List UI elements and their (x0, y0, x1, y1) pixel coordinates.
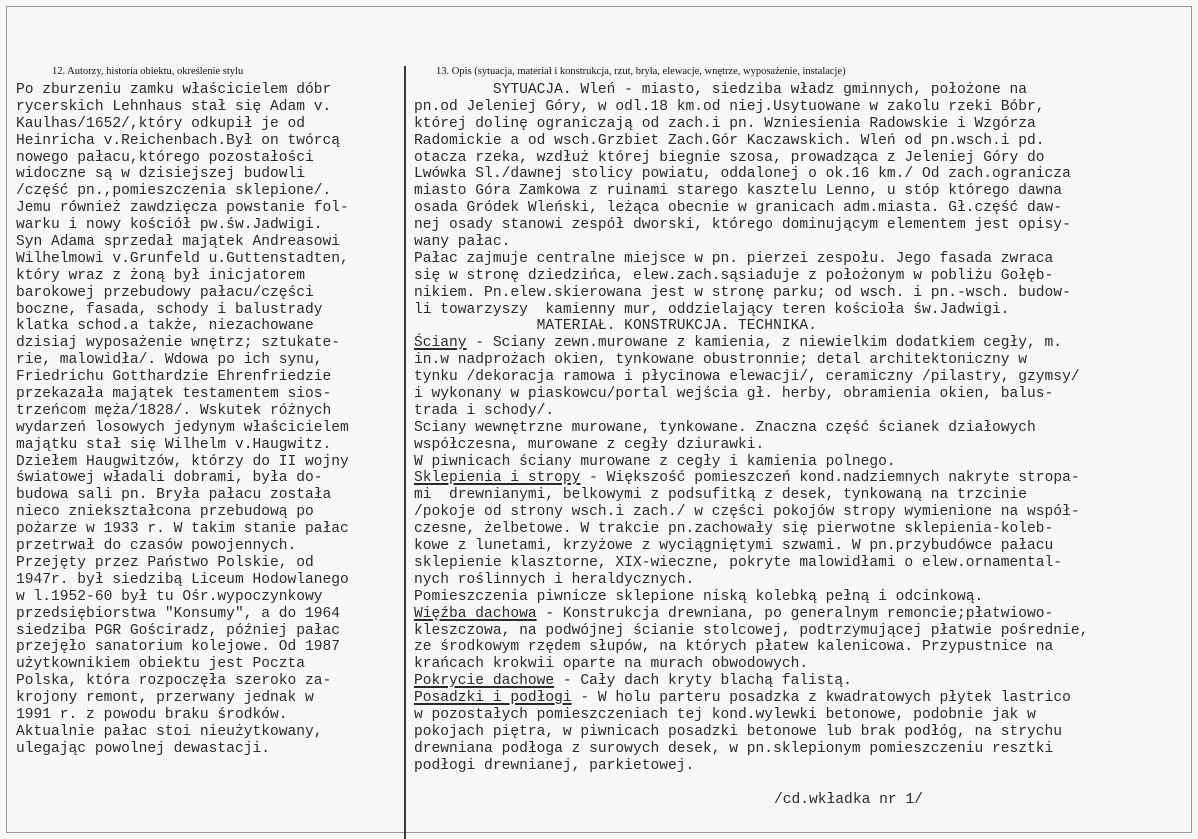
description-text-line (414, 521, 1194, 538)
history-text-line: Kaulhas/1652/,który odkupił je od (16, 115, 306, 132)
description-text-line (414, 639, 1194, 656)
history-text-line: Jemu również zawdzięcza powstanie fol- (16, 200, 349, 217)
description-text-line (414, 724, 1194, 741)
history-text-line: krojony remont, przerwany jednak w (16, 690, 314, 707)
description-text-line (414, 538, 1194, 555)
description-text-line (414, 200, 1194, 217)
history-text-line: rycerskich Lehnhaus stał się Adam v. (16, 98, 332, 115)
line-text: pn.od Jeleniej Góry, w odl.18 km.od niej.Usytuowane w zakolu rzeki Bóbr, (414, 98, 1045, 115)
line-text: kowe z lunetami, krzyżowe z wyciągniętymi szwami. W pn.przybudówce pałacu (414, 538, 1054, 555)
line-text: ze środkowym rzędem słupów, na których płatew kalenicowa. Przypustnice na (414, 639, 1054, 656)
history-text-line: Po zburzeniu zamku właścicielem dóbr (16, 82, 332, 98)
description-text-line (414, 386, 1194, 403)
description-text-line (414, 555, 1194, 572)
line-text: MATERIAŁ. KONSTRUKCJA. TECHNIKA. (414, 318, 817, 335)
description-text-line (414, 234, 1194, 251)
line-text: wany pałac. (414, 234, 511, 251)
line-text: - Konstrukcja drewniana, po generalnym remoncie;płatwiowo- (536, 605, 1054, 622)
history-text-line: pożarze w 1933 r. W takim stanie pałac (16, 521, 349, 538)
history-text-line: przekazała majątek testamentem sios- (16, 386, 332, 403)
description-text-line (414, 437, 1194, 454)
line-text: sklepienie klasztorne, XIX-wieczne, pokryte malowidłami o elew.ornamental- (414, 554, 1063, 571)
history-text-line: przejęło sanatorium kolejowe. Od 1987 (16, 639, 341, 656)
history-text-line: rie, malowidła/. Wdowa po ich synu, (16, 352, 323, 369)
description-text-line (414, 707, 1194, 724)
description-text-line (414, 302, 1194, 319)
description-text-line (414, 285, 1194, 302)
history-text-line: majątku stał się Wilhelm v.Haugwitz. (16, 436, 332, 453)
line-text: - W holu parteru posadzka z kwadratowych płytek lastrico (571, 690, 1071, 707)
history-text-line: przedsiębiorstwa "Konsumy", a do 1964 (16, 605, 341, 622)
line-text: Sciany wewnętrzne murowane, tynkowane. Znaczna część ścianek działowych (414, 419, 1036, 436)
history-text-line: nieco zniekształcona przebudową po (16, 504, 314, 521)
description-text-line (414, 589, 1194, 606)
continuation-note: /cd.wkładka nr 1/ (774, 792, 923, 808)
line-text: /pokoje od strony wsch.i zach./ w części pokojów stropy wymienione na współ- (414, 504, 1080, 521)
column-divider (404, 66, 406, 839)
line-text: Lwówka Sl./dawnej stolicy powiatu, oddalonej o ok.16 km./ Od zach.ogranicza (414, 166, 1071, 183)
line-text: SYTUACJA. Wleń - miasto, siedziba władz gminnych, położone na (414, 82, 1028, 98)
history-text-line: Przejęty przez Państwo Polskie, od (16, 554, 314, 571)
history-text-line: siedziba PGR Gościradz, później pałac (16, 622, 341, 639)
description-text-line (414, 166, 1194, 183)
history-text-line: światowej władali dobrami, była do- (16, 470, 323, 487)
line-text: - Sciany zewn.murowane z kamienia, z niewielkim dodatkiem cegły, m. (466, 335, 1063, 352)
line-text: nych roślinnych i heraldycznych. (414, 571, 695, 588)
history-text-line: dzisiaj wyposażenie wnętrz; sztukate- (16, 335, 341, 352)
section-heading: Ściany (414, 335, 467, 352)
section-heading: Sklepienia i stropy (414, 470, 581, 487)
history-text-line: warku i nowy kościół pw.św.Jadwigi. (16, 217, 323, 234)
line-text: li towarzyszy kamienny mur, oddzielający teren kościoła św.Jadwigi. (414, 301, 1010, 318)
line-text: trada i schody/. (414, 402, 555, 419)
description-text-line (414, 99, 1194, 116)
description-text-line (414, 369, 1194, 386)
right-column-header: 13. Opis (sytuacja, materiał i konstrukcja, rzut, bryła, elewacje, wnętrze, wyposażenie, instalacje) (436, 66, 846, 77)
history-text-line: wydarzeń losowych jedynym właścicielem (16, 419, 349, 436)
history-text-line: /część pn.,pomieszczenia sklepione/. (16, 183, 332, 200)
line-text: in.w nadprożach okien, tynkowane obustronnie; detal architektoniczny w (414, 352, 1028, 369)
description-text-line (414, 470, 1194, 487)
line-text: się w stronę dziedzińca, elew.zach.sąsiaduje z położonym w pobliżu Gołęb- (414, 267, 1054, 284)
line-text: podłogi drewnianej, parkietowej. (414, 757, 695, 774)
line-text: - Cały dach kryty blachą falistą. (554, 673, 852, 690)
left-column-header: 12. Autorzy, historia obiektu, określenie stylu (52, 66, 244, 77)
history-text-column (16, 82, 402, 758)
description-text-line (414, 133, 1194, 150)
history-text-line: Friedrichu Gotthardzie Ehrenfriedzie (16, 369, 332, 386)
description-text-line (414, 504, 1194, 521)
description-text-line (414, 217, 1194, 234)
section-heading: Posadzki i podłogi (414, 690, 572, 707)
line-text: Radomickie a od wsch.Grzbiet Zach.Gór Kaczawskich. Wleń od pn.wsch.i pd. (414, 132, 1045, 149)
line-text: nej osady stanowi zespół dworski, którego dominującym elementem jest opisy- (414, 217, 1071, 234)
history-text-line: Wilhelmowi v.Grunfeld u.Guttenstadten, (16, 250, 349, 267)
history-text-line: Syn Adama sprzedał majątek Andreasowi (16, 234, 341, 251)
history-text-line: Dziełem Haugwitzów, którzy do II wojny (16, 453, 349, 470)
line-text: pokojach piętra, w piwnicach posadzki betonowe lub brak podłóg, na strychu (414, 723, 1063, 740)
history-text-line: Aktualnie pałac stoi nieużytkowany, (16, 723, 323, 740)
history-text-line: 1991 r. z powodu braku środków. (16, 706, 288, 723)
line-text: miasto Góra Zamkowa z ruinami starego kasztelu Lenno, u stóp którego dawna (414, 183, 1063, 200)
history-text-line: przetrwał do czasów powojennych. (16, 538, 297, 555)
description-text-line (414, 606, 1194, 623)
history-text-line: widoczne są w dzisiejszej budowli (16, 166, 306, 183)
history-text-line: 1947r. był siedzibą Liceum Hodowlanego (16, 571, 349, 588)
line-text: otacza rzeka, wzdłuż której biegnie szosa, prowadząca z Jeleniej Góry do (414, 149, 1045, 166)
line-text: - Większość pomieszczeń kond.nadziemnych nakryte stropa- (580, 470, 1080, 487)
line-text: współczesna, murowane z cegły dziurawki. (414, 436, 765, 453)
description-text-line (414, 251, 1194, 268)
history-text-line: trzeńcom męża/1828/. Wskutek różnych (16, 402, 332, 419)
history-text-line: w l.1952-60 był tu Ośr.wypoczynkowy (16, 588, 323, 605)
history-text-line: boczne, fasada, schody i balustrady (16, 301, 323, 318)
description-text-line (414, 150, 1194, 167)
description-text-line (414, 623, 1194, 640)
description-text-column (414, 82, 1194, 775)
line-text: czesne, żelbetowe. W trakcie pn.zachowały się pierwotne sklepienia-koleb- (414, 521, 1054, 538)
line-text: kleszczowa, na podwójnej ścianie stolcowej, podtrzymującej płatwie pośrednie, (414, 622, 1089, 639)
line-text: mi drewnianymi, belkowymi z podsufitką z desek, tynkowaną na trzcinie (414, 487, 1028, 504)
description-text-line (414, 656, 1194, 673)
history-text-line: Polska, która rozpoczęła szeroko za- (16, 673, 332, 690)
description-text-line (414, 572, 1194, 589)
description-text-line (414, 335, 1194, 352)
line-text: krańcach krokwii oparte na murach obwodowych. (414, 656, 809, 673)
section-heading: Pokrycie dachowe (414, 673, 555, 690)
line-text: której dolinę ograniczają od zach.i pn. Wzniesienia Radowskie i Wzgórza (414, 115, 1036, 132)
description-text-line (414, 352, 1194, 369)
description-text-line (414, 487, 1194, 504)
description-text-line (414, 454, 1194, 471)
history-text-line: klatka schod.a także, niezachowane (16, 318, 314, 335)
description-text-line (414, 403, 1194, 420)
line-text: W piwnicach ściany murowane z cegły i kamienia polnego. (414, 453, 896, 470)
history-text-line: użytkownikiem obiektu jest Poczta (16, 656, 306, 673)
history-text-line: Heinricha v.Reichenbach.Był on twórcą (16, 132, 341, 149)
line-text: drewniana podłoga z surowych desek, w pn.sklepionym pomieszczeniu resztki (414, 740, 1054, 757)
history-text-line: nowego pałacu,którego pozostałości (16, 149, 314, 166)
history-text-line: budowa sali pn. Bryła pałacu została (16, 487, 332, 504)
description-text-line (414, 268, 1194, 285)
history-text-line: ulegając powolnej dewastacji. (16, 740, 270, 757)
description-text-line (414, 183, 1194, 200)
history-text-line: barokowej przebudowy pałacu/części (16, 284, 314, 301)
description-text-line (414, 741, 1194, 758)
description-text-line (414, 758, 1194, 775)
line-text: osada Gródek Wleński, leżąca obecnie w granicach adm.miasta. Gł.część daw- (414, 200, 1063, 217)
description-text-line (414, 82, 1194, 99)
description-text-line (414, 673, 1194, 690)
line-text: i wykonany w piaskowcu/portal wejścia gł. herby, obramienia okien, balus- (414, 386, 1054, 403)
line-text: w pozostałych pomieszczeniach tej kond.wylewki betonowe, podobnie jak w (414, 706, 1036, 723)
description-text-line (414, 318, 1194, 335)
history-text-line: który wraz z żoną był inicjatorem (16, 267, 306, 284)
section-heading: Więźba dachowa (414, 605, 537, 622)
line-text: Pomieszczenia piwnicze sklepione niską kolebką pełną i odcinkową. (414, 588, 984, 605)
line-text: tynku /dekoracja ramowa i płycinowa elewacji/, ceramiczny /pilastry, gzymsy/ (414, 369, 1080, 386)
description-text-line (414, 690, 1194, 707)
description-text-line (414, 420, 1194, 437)
line-text: nikiem. Pn.elew.skierowana jest w stronę parku; od wsch. i pn.-wsch. budow- (414, 284, 1071, 301)
description-text-line (414, 116, 1194, 133)
line-text: Pałac zajmuje centralne miejsce w pn. pierzei zespołu. Jego fasada zwraca (414, 250, 1054, 267)
